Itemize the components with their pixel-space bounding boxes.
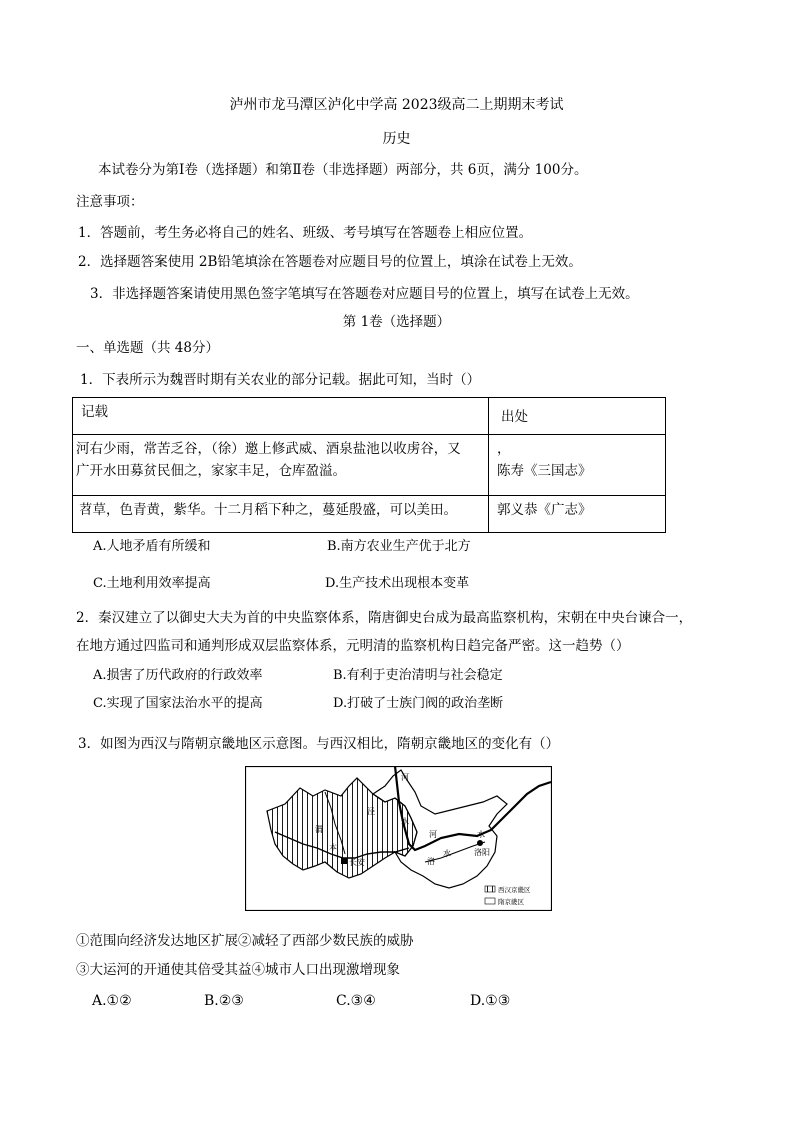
map-label-jing: 泾: [367, 807, 375, 816]
q3-option-c: C.③④: [336, 993, 376, 1009]
q1-option-d: D.生产技术出现根本变革: [325, 576, 470, 591]
q3-statements-line: ①范围向经济发达地区扩展②减轻了西部少数民族的威胁: [76, 933, 414, 949]
map-label-shui: 水: [401, 817, 409, 826]
intro-text: 本试卷分为第Ⅰ卷（选择题）和第Ⅱ卷（非选择题）两部分，共 6页，满分 100分。: [98, 162, 588, 178]
legend-han-label: 西汉京畿区: [498, 886, 531, 894]
q3-statements-line: ③大运河的开通使其倍受其益④城市人口出现激增现象: [76, 962, 400, 978]
q1-option-b: B.南方农业生产优于北方: [327, 539, 471, 554]
table-row: [73, 496, 666, 533]
table-header-source: 出处: [489, 398, 666, 435]
capital-region-map: [245, 766, 552, 911]
source-line: 陈寿《三国志》: [497, 463, 592, 480]
q2-stem-line: 在地方通过四监司和通判形成双层监察体系，元明清的监察机构日趋完备严密。这一趋势（）: [76, 638, 630, 654]
map-label-shui: 水: [443, 849, 451, 858]
q2-option-b: B.有利于吏治清明与社会稳定: [333, 668, 503, 683]
q1-option-a: A.人地矛盾有所缓和: [93, 539, 211, 554]
q2-option-a: A.损害了历代政府的行政效率: [93, 668, 263, 683]
q1-option-c: C.土地利用效率提高: [93, 576, 211, 591]
legend-han-swatch: [485, 886, 495, 892]
q2-option-c: C.实现了国家法治水平的提高: [93, 696, 263, 711]
q2-option-d: D.打破了士族门阀的政治垄断: [333, 696, 504, 711]
map-label-luo: 洛: [427, 857, 435, 866]
record-line: 广开水田募贫民佃之，家家丰足，仓库盈溢。: [76, 463, 346, 480]
table-cell-record: [73, 435, 489, 496]
q3-option-b: B.②③: [204, 993, 244, 1009]
q1-records-table: [72, 397, 666, 533]
q1-stem: 1．下表所示为魏晋时期有关农业的部分记载。据此可知，当时（）: [80, 372, 481, 388]
legend-sui-label: 隋京畿区: [498, 898, 524, 906]
table-cell-source: 郭义恭《广志》: [489, 496, 666, 533]
table-cell-record: 苕草，色青黄，紫华。十二月稻下种之，蔓延殷盛，可以美田。: [73, 496, 489, 533]
subject-title: 历史: [382, 131, 411, 147]
table-header-row: [73, 398, 666, 435]
note-item: 3．非选择题答案请使用黑色签字笔填写在答题卷对应题目号的位置上，填写在试卷上无效。: [90, 286, 639, 302]
section-heading: 一、单选题（共 48分）: [76, 340, 219, 356]
map-label-luoyang: 洛阳: [474, 848, 490, 857]
notes-heading: 注意事项：: [76, 194, 144, 210]
map-label-he: 河: [429, 830, 437, 839]
changan-marker: [341, 858, 347, 864]
map-label-wei: 渭: [315, 825, 323, 834]
map-label-he: 河: [401, 773, 409, 782]
part1-title: 第 1卷（选择题）: [342, 314, 451, 330]
record-line: 河右少雨，常苦乏谷，（徐）邀上修武威、酒泉盐池以收虏谷，又: [76, 441, 461, 457]
map-label-changan: 长安: [349, 858, 365, 867]
note-item: 1．答题前，考生务必将自己的姓名、班级、考号填写在答题卷上相应位置。: [78, 225, 533, 241]
legend-sui-swatch: [485, 898, 495, 904]
q3-stem: 3．如图为西汉与隋朝京畿地区示意图。与西汉相比，隋朝京畿地区的变化有（）: [78, 736, 560, 752]
q3-option-a: A.①②: [92, 993, 132, 1009]
table-row: [73, 435, 666, 496]
source-line: ，: [497, 441, 511, 457]
map-label-ben: 本: [329, 843, 337, 852]
luoyang-marker: [477, 840, 483, 846]
q3-option-d: D.①③: [470, 993, 511, 1009]
exam-title: 泸州市龙马潭区泸化中学高 2023级高二上期期末考试: [229, 97, 564, 113]
note-item: 2．选择题答案使用 2B铅笔填涂在答题卷对应题目号的位置上，填涂在试卷上无效。: [78, 254, 582, 270]
table-cell-source: [489, 435, 666, 496]
map-label-shui: 水: [477, 830, 485, 839]
q2-stem-line: 2．秦汉建立了以御史大夫为首的中央监察体系，隋唐御史台成为最高监察机构，宋朝在中央台谏合一，: [76, 610, 693, 626]
table-header-record: 记载: [73, 398, 489, 435]
